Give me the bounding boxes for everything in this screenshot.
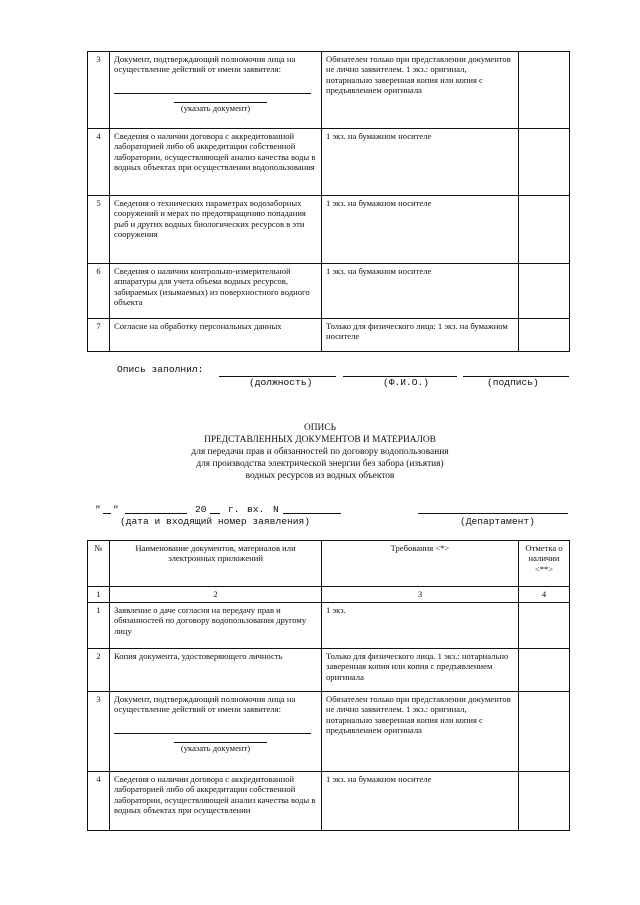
document-name: Заявление о даче согласия на передачу прав и обязанностей по договору водопользования другому лицу bbox=[110, 603, 322, 649]
presence-mark[interactable] bbox=[519, 692, 570, 772]
presence-mark[interactable] bbox=[519, 772, 570, 831]
presence-mark[interactable] bbox=[519, 319, 570, 352]
presence-mark[interactable] bbox=[519, 129, 570, 196]
table-row bbox=[88, 603, 570, 649]
row-number: 3 bbox=[88, 52, 110, 129]
document-name: Копия документа, удостоверяющего личность bbox=[110, 649, 322, 692]
document-name: Сведения о наличии договора с аккредитованной лабораторией либо об аккредитации собственной лаборатории, осуществляющей анализ качества воды в водных объектах при осуществлении водопользования bbox=[110, 129, 322, 196]
year-prefix: 20 bbox=[195, 504, 207, 515]
table-row bbox=[88, 196, 570, 264]
document-name: Согласие на обработку персональных данных bbox=[110, 319, 322, 352]
document-name bbox=[110, 52, 322, 129]
incoming-label: вх. bbox=[247, 504, 265, 515]
table-row bbox=[88, 264, 570, 319]
requirement: 1 экз. на бумажном носителе bbox=[322, 129, 519, 196]
table-row bbox=[88, 692, 570, 772]
table-row bbox=[88, 649, 570, 692]
documents-table bbox=[87, 540, 570, 831]
heading-subtitle: ПРЕДСТАВЛЕННЫХ ДОКУМЕНТОВ И МАТЕРИАЛОВ bbox=[204, 435, 436, 445]
number-line[interactable] bbox=[283, 513, 341, 514]
requirement: 1 экз. на бумажном носителе bbox=[322, 196, 519, 264]
requirement: 1 экз. на бумажном носителе bbox=[322, 772, 519, 831]
fill-in-line[interactable] bbox=[114, 81, 311, 94]
presence-mark[interactable] bbox=[519, 603, 570, 649]
department-line[interactable] bbox=[418, 513, 568, 514]
row-number: 1 bbox=[88, 603, 110, 649]
table-row bbox=[88, 772, 570, 831]
department-caption: (Департамент) bbox=[460, 516, 535, 527]
number-label: N bbox=[273, 504, 279, 515]
fill-in-line[interactable] bbox=[174, 94, 267, 103]
column-header-number: № bbox=[88, 541, 110, 587]
column-index: 3 bbox=[322, 587, 519, 603]
requirement: 1 экз. на бумажном носителе bbox=[322, 264, 519, 319]
column-number-row bbox=[88, 587, 570, 603]
row-number: 3 bbox=[88, 692, 110, 772]
document-name-text: Документ, подтверждающий полномочия лица на осуществление действий от имени заявителя: bbox=[114, 694, 296, 715]
row-number: 4 bbox=[88, 772, 110, 831]
signature-caption: (подпись) bbox=[487, 377, 539, 388]
date-quote-close: " bbox=[113, 504, 119, 515]
year-line[interactable] bbox=[210, 513, 220, 514]
table-row bbox=[88, 319, 570, 352]
fill-in-hint: (указать документ) bbox=[180, 102, 251, 113]
table-header-row bbox=[88, 541, 570, 587]
row-number: 2 bbox=[88, 649, 110, 692]
month-line[interactable] bbox=[125, 513, 187, 514]
year-suffix: г. bbox=[228, 504, 240, 515]
documents-table-continued bbox=[87, 51, 570, 352]
column-header-requirements: Требования <*> bbox=[322, 541, 519, 587]
document-name bbox=[110, 692, 322, 772]
column-index: 4 bbox=[519, 587, 570, 603]
table-row bbox=[88, 52, 570, 129]
row-number: 4 bbox=[88, 129, 110, 196]
position-caption: (должность) bbox=[249, 377, 313, 388]
document-name: Сведения о наличии договора с аккредитованной лабораторией либо об аккредитации собственной лаборатории, осуществляющей анализ качества воды в водных объектах при осуществлении bbox=[110, 772, 322, 831]
fill-in-hint: (указать документ) bbox=[180, 742, 251, 753]
table-row bbox=[88, 129, 570, 196]
heading-line: водных ресурсов из водных объектов bbox=[245, 471, 395, 481]
signature-label: Опись заполнил: bbox=[117, 364, 204, 375]
fill-in-line[interactable] bbox=[174, 734, 267, 743]
row-number: 7 bbox=[88, 319, 110, 352]
column-header-name: Наименование документов, материалов или электронных приложений bbox=[110, 541, 322, 587]
document-name: Сведения о технических параметрах водозаборных сооружений и мерах по предотвращению попадания рыб и других водных биологических ресурсов в эти сооружения bbox=[110, 196, 322, 264]
heading-title: ОПИСЬ bbox=[304, 423, 336, 433]
requirement: Только для физического лица: 1 экз. на бумажном носителе bbox=[322, 319, 519, 352]
presence-mark[interactable] bbox=[519, 264, 570, 319]
presence-mark[interactable] bbox=[519, 196, 570, 264]
requirement: Обязателен только при представлении документов не лично заявителем. 1 экз.: оригинал, нотариально заверенная копия или копия с предъявлением оригинала bbox=[322, 692, 519, 772]
presence-mark[interactable] bbox=[519, 52, 570, 129]
row-number: 5 bbox=[88, 196, 110, 264]
row-number: 6 bbox=[88, 264, 110, 319]
date-caption: (дата и входящий номер заявления) bbox=[120, 516, 310, 527]
fio-caption: (Ф.И.О.) bbox=[383, 377, 430, 388]
heading-line: для передачи прав и обязанностей по договору водопользования bbox=[191, 447, 449, 457]
day-line[interactable] bbox=[103, 513, 111, 514]
requirement: Только для физического лица. 1 экз.: нотариально заверенная копия или копия с предъявлением оригинала bbox=[322, 649, 519, 692]
requirement: 1 экз. bbox=[322, 603, 519, 649]
fill-in-line[interactable] bbox=[114, 721, 311, 734]
date-quote-open: " bbox=[95, 504, 101, 515]
heading-line: для производства электрической энергии без забора (изъятия) bbox=[196, 459, 444, 469]
column-index: 2 bbox=[110, 587, 322, 603]
document-name: Сведения о наличии контрольно-измерительной аппаратуры для учета объема водных ресурсов, забираемых (изымаемых) из поверхностного водного объекта bbox=[110, 264, 322, 319]
column-index: 1 bbox=[88, 587, 110, 603]
column-header-mark: Отметка о наличии <**> bbox=[519, 541, 570, 587]
document-name-text: Документ, подтверждающий полномочия лица на осуществление действий от имени заявителя: bbox=[114, 54, 296, 75]
presence-mark[interactable] bbox=[519, 649, 570, 692]
requirement: Обязателен только при представлении документов не лично заявителем. 1 экз.: оригинал, нотариально заверенная копия или копия с предъявлением оригинала bbox=[322, 52, 519, 129]
